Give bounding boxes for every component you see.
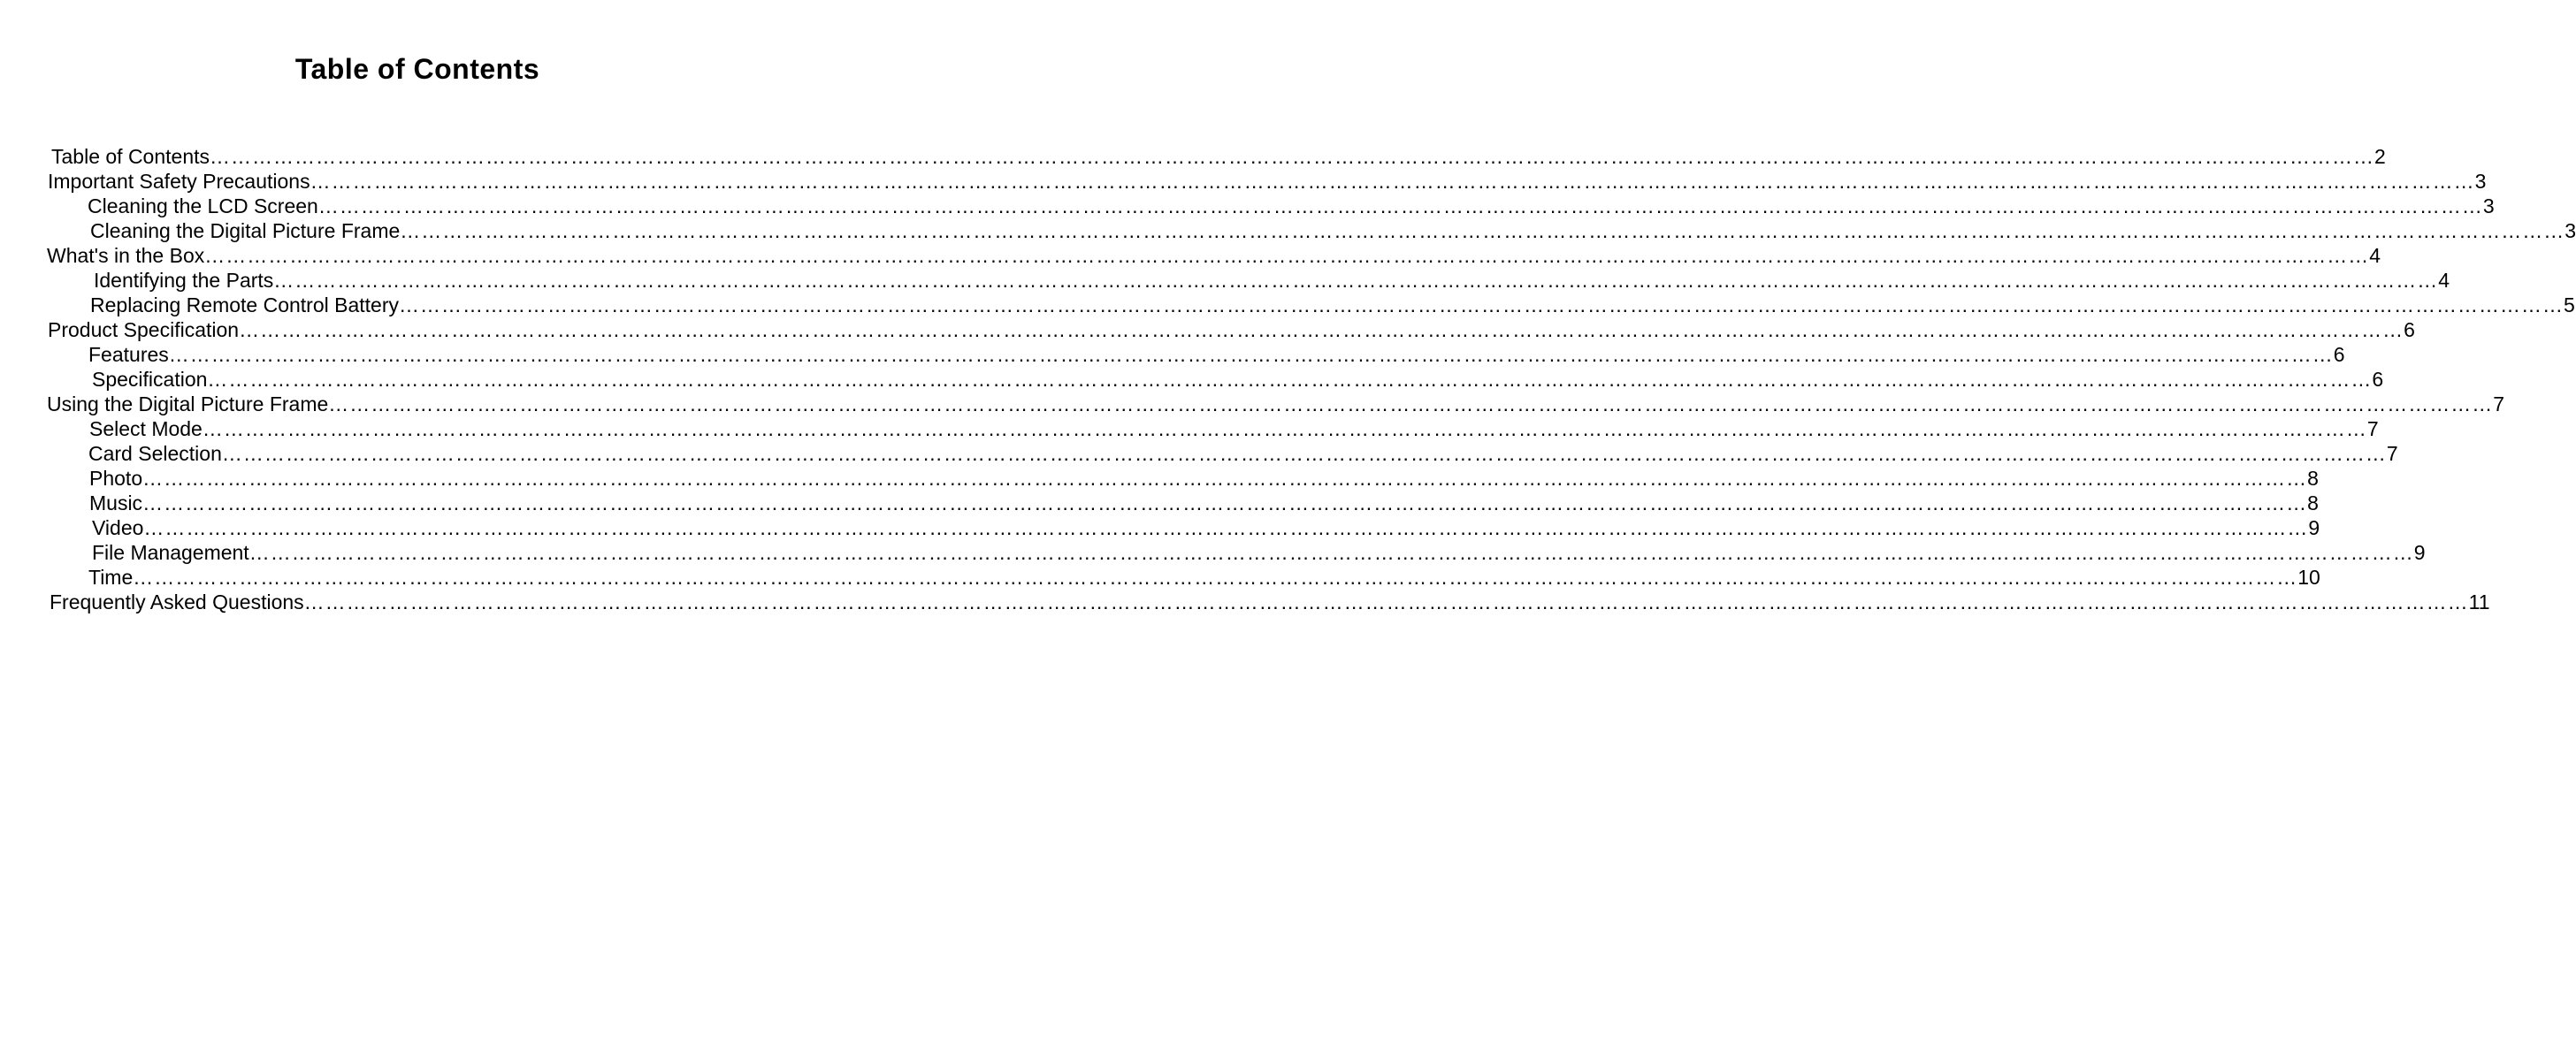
toc-entry-title: Table of Contents — [51, 145, 210, 168]
toc-entry-frequently-asked-questions[interactable] — [0, 590, 2490, 614]
toc-entry-using-digital-picture-frame[interactable] — [0, 392, 2505, 416]
toc-page-number: 4 — [2438, 269, 2450, 292]
toc-entry-identifying-the-parts[interactable] — [0, 268, 2450, 293]
toc-leader-dots: ……………………………………………………………………………………………………………………………………………………………………………………………………………………………………………………………………………… — [400, 219, 2565, 242]
toc-entry-title: Time — [88, 566, 134, 589]
toc-leader-dots: ……………………………………………………………………………………………………………………………………………………………………………………………………………………………………………………………………………… — [168, 343, 2334, 366]
toc-leader-dots: ……………………………………………………………………………………………………………………………………………………………………………………………………………………………………………………………………………… — [328, 392, 2494, 415]
toc-entry-file-management[interactable] — [0, 540, 2426, 565]
toc-entry-title: Select Mode — [89, 417, 203, 440]
toc-leader-dots: ……………………………………………………………………………………………………………………………………………………………………………………………………………………………………………………………………………… — [142, 491, 2308, 514]
toc-entry-cleaning-digital-picture-frame[interactable] — [0, 218, 2576, 243]
toc-page-number: 9 — [2413, 541, 2426, 564]
toc-leader-dots: ……………………………………………………………………………………………………………………………………………………………………………………………………………………………………………………………………………… — [303, 590, 2469, 613]
toc-leader-dots: ……………………………………………………………………………………………………………………………………………………………………………………………………………………………………………………………………………… — [133, 566, 2298, 589]
toc-entry-title: File Management — [92, 541, 249, 564]
toc-entry-important-safety-precautions[interactable] — [0, 169, 2487, 194]
toc-leader-dots: ……………………………………………………………………………………………………………………………………………………………………………………………………………………………………………………………………………… — [399, 293, 2564, 316]
toc-leader-dots: ……………………………………………………………………………………………………………………………………………………………………………………………………………………………………………………………………………… — [248, 541, 2414, 564]
toc-entry-whats-in-the-box[interactable] — [0, 243, 2381, 268]
toc-entry-title: Cleaning the Digital Picture Frame — [90, 219, 401, 242]
toc-leader-dots: ……………………………………………………………………………………………………………………………………………………………………………………………………………………………………………………………………………… — [317, 194, 2483, 217]
toc-leader-dots: ……………………………………………………………………………………………………………………………………………………………………………………………………………………………………………………………………………… — [310, 170, 2475, 193]
toc-entry-photo[interactable] — [0, 466, 2319, 491]
toc-entry-title: Important Safety Precautions — [48, 170, 310, 193]
toc-page-number: 3 — [2474, 170, 2487, 193]
toc-entry-title: Identifying the Parts — [94, 269, 274, 292]
toc-entry-video[interactable] — [0, 515, 2320, 540]
toc-page-number: 6 — [2333, 343, 2345, 366]
toc-entry-title: Using the Digital Picture Frame — [47, 392, 329, 415]
toc-page-number: 7 — [2386, 442, 2398, 465]
toc-page-number: 2 — [2374, 145, 2386, 168]
toc-entry-title: Features — [88, 343, 169, 366]
toc-entry-music[interactable] — [0, 491, 2319, 515]
toc-page-number: 8 — [2307, 467, 2319, 490]
toc-entry-title: Cleaning the LCD Screen — [88, 194, 318, 217]
toc-entry-features[interactable] — [0, 342, 2345, 367]
toc-page-number: 9 — [2308, 516, 2320, 539]
toc-entry-product-specification[interactable] — [0, 317, 2415, 342]
toc-page-number: 3 — [2565, 219, 2576, 242]
toc-page-number: 8 — [2307, 491, 2319, 514]
toc-leader-dots: ……………………………………………………………………………………………………………………………………………………………………………………………………………………………………………………………………………… — [207, 368, 2373, 391]
toc-leader-dots: ……………………………………………………………………………………………………………………………………………………………………………………………………………………………………………………………………………… — [202, 417, 2367, 440]
toc-page-number: 3 — [2482, 194, 2495, 217]
toc-page-number: 10 — [2297, 566, 2320, 589]
toc-entry-specification[interactable] — [0, 367, 2384, 392]
toc-page-number: 7 — [2366, 417, 2379, 440]
toc-entry-title: What's in the Box — [47, 244, 205, 267]
toc-page-number: 11 — [2468, 590, 2490, 613]
toc-entry-title: Specification — [92, 368, 208, 391]
toc-page-number: 5 — [2564, 293, 2575, 316]
page-title: Table of Contents — [294, 53, 540, 85]
toc-page-number: 6 — [2372, 368, 2384, 391]
toc-entry-title: Frequently Asked Questions — [50, 590, 304, 613]
toc-entry-title: Replacing Remote Control Battery — [90, 293, 399, 316]
toc-entry-time[interactable] — [0, 565, 2320, 590]
table-of-contents — [0, 144, 2576, 614]
toc-entry-title: Music — [89, 491, 143, 514]
toc-leader-dots: ……………………………………………………………………………………………………………………………………………………………………………………………………………………………………………………………………………… — [143, 516, 2309, 539]
toc-entry-cleaning-lcd-screen[interactable] — [0, 194, 2495, 218]
toc-entry-title: Photo — [89, 467, 143, 490]
toc-entry-table-of-contents[interactable] — [0, 144, 2386, 169]
toc-leader-dots: ……………………………………………………………………………………………………………………………………………………………………………………………………………………………………………………………………………… — [239, 318, 2404, 341]
toc-leader-dots: ……………………………………………………………………………………………………………………………………………………………………………………………………………………………………………………………………………… — [221, 442, 2387, 465]
toc-entry-select-mode[interactable] — [0, 416, 2379, 441]
toc-page-number: 6 — [2404, 318, 2415, 341]
toc-leader-dots: ……………………………………………………………………………………………………………………………………………………………………………………………………………………………………………………………………………… — [273, 269, 2439, 292]
toc-leader-dots: ……………………………………………………………………………………………………………………………………………………………………………………………………………………………………………………………………………… — [142, 467, 2308, 490]
toc-leader-dots: ……………………………………………………………………………………………………………………………………………………………………………………………………………………………………………………………………………… — [210, 145, 2375, 168]
toc-page-number: 4 — [2369, 244, 2381, 267]
toc-entry-replacing-remote-battery[interactable] — [0, 293, 2575, 317]
toc-leader-dots: ……………………………………………………………………………………………………………………………………………………………………………………………………………………………………………………………………………… — [204, 244, 2370, 267]
toc-entry-title: Product Specification — [48, 318, 240, 341]
toc-entry-title: Video — [92, 516, 144, 539]
toc-entry-title: Card Selection — [88, 442, 222, 465]
toc-page-number: 7 — [2493, 392, 2505, 415]
toc-entry-card-selection[interactable] — [0, 441, 2398, 466]
